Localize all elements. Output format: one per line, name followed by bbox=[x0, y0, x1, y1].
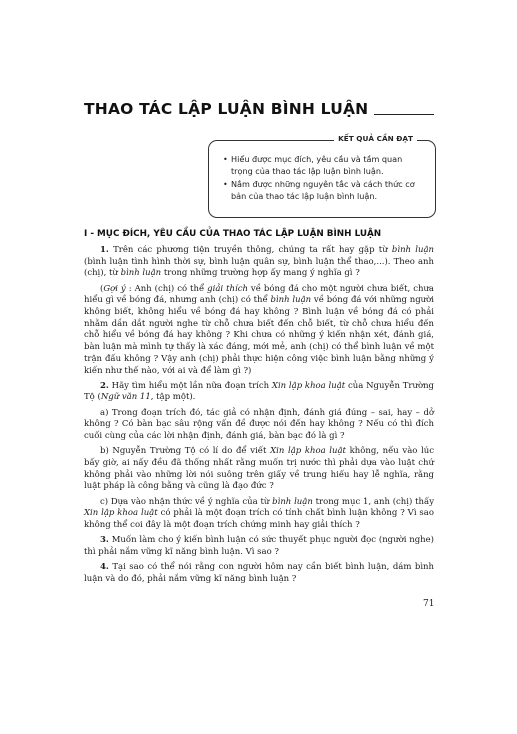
text-run: b) Nguyễn Trường Tộ có lí do để viết bbox=[100, 446, 271, 457]
text-run: Hãy tìm hiểu một lần nữa đoạn trích bbox=[108, 380, 272, 391]
paragraph-4 bbox=[84, 562, 434, 585]
question-number: 1. bbox=[100, 245, 109, 255]
italic-term: Xin lập khoa luật bbox=[271, 380, 346, 391]
italic-term: Xin lập khoa luật bbox=[270, 446, 346, 457]
learning-goal-text: Hiểu được mục đích, yêu cầu và tầm quan trọng của thao tác lập luận bình luận. bbox=[231, 154, 403, 176]
section-heading: I - MỤC ĐÍCH, YÊU CẦU CỦA THAO TÁC LẬP LUẬN BÌNH LUẬN bbox=[84, 229, 382, 239]
text-run: trong mục 1, anh (chị) thấy bbox=[312, 496, 434, 507]
body-text bbox=[84, 245, 434, 589]
text-run: c) Dựa vào nhận thức về ý nghĩa của từ bbox=[100, 496, 273, 507]
italic-term: giải thích bbox=[207, 283, 248, 294]
italic-term: Xin lập khoa luật bbox=[84, 508, 158, 519]
text-run: Trên các phương tiện truyền thông, chúng ta rất hay gặp từ bbox=[108, 245, 392, 255]
paragraph-2a: a) Trong đoạn trích đó, tác giả có nhận định, đánh giá đúng – sai, hay – dở không ? Có bàn bạc sâu rộng vấn đề được nói đến hay không ? Nếu có thì đích cuối cùng của các lời nhận định, đánh giá, bàn bạc đó là gì ? bbox=[84, 407, 434, 442]
bullet-icon: • bbox=[223, 154, 228, 164]
paragraph-3 bbox=[84, 535, 434, 558]
learning-goal-item bbox=[223, 154, 423, 177]
paragraph-1 bbox=[84, 245, 434, 280]
text-run: Tại sao có thể nói rằng con người hôm nay cần biết bình luận, dám bình luận và do đó, phải nắm vững kĩ năng bình luận ? bbox=[84, 562, 434, 584]
italic-term: bình luận bbox=[270, 295, 312, 306]
text-run: Muốn làm cho ý kiến bình luận có sức thuyết phục người đọc (người nghe) thì phải nắm vững kĩ năng bình luận. Vì sao ? bbox=[84, 535, 434, 557]
question-number: 2. bbox=[100, 380, 109, 391]
paragraph-2b bbox=[84, 446, 434, 493]
paragraph-2c bbox=[84, 497, 434, 532]
italic-term: bình luận bbox=[391, 245, 435, 255]
question-number: 3. bbox=[100, 535, 109, 546]
title-row bbox=[84, 100, 434, 118]
learning-goals-label: KẾT QUẢ CẦN ĐẠT bbox=[334, 134, 417, 143]
page-number: 71 bbox=[423, 599, 435, 609]
text-run: , tập một). bbox=[150, 392, 196, 403]
italic-term: bình luận bbox=[272, 496, 313, 507]
italic-term: Ngữ văn 11 bbox=[100, 392, 151, 403]
italic-term: bình luận bbox=[120, 268, 162, 279]
text-run: của Nguyễn Trường Tộ ( bbox=[84, 380, 434, 403]
question-number: 4. bbox=[100, 562, 109, 573]
text-run: : Anh (chị) có thể bbox=[125, 283, 208, 294]
paragraph-2 bbox=[84, 381, 434, 404]
text-run: trong những trường hợp ấy mang ý nghĩa gì ? bbox=[161, 268, 360, 279]
page-title: THAO TÁC LẬP LUẬN BÌNH LUẬN bbox=[84, 100, 369, 118]
learning-goals-box bbox=[208, 134, 436, 218]
learning-goal-item bbox=[223, 179, 423, 202]
learning-goal-text: Nắm được những nguyên tắc và cách thức cơ bản của thao tác lập luận bình luận. bbox=[231, 179, 415, 201]
text-run: (bình luận tình hình thời sự, bình luận quân sự, bình luận thể thao,...). Theo anh (chị), từ bbox=[84, 256, 434, 279]
learning-goals-list bbox=[223, 154, 423, 204]
italic-term: Gợi ý bbox=[103, 283, 126, 294]
paragraph-hint bbox=[84, 284, 434, 378]
text-run: không, nếu vào lúc bấy giờ, ai nấy đều đã thống nhất rằng muốn trị nước thì phải dựa vào luật chứ không phải vào những lời nói suông trên giấy về trung hiếu hay lễ nghĩa, rằng luật pháp là công bằng và cũng là đạo đức ? bbox=[84, 446, 434, 492]
text-run: về bóng đá với những người không biết, không hiểu về bóng đá hay không ? Bình luận về bóng đá có phải nhằm dần dắt người nghe từ chỗ chưa biết đến chỗ biết, từ chỗ chưa hiểu đến chỗ hiểu về bóng đá hay không ? Khi chưa có những ý kiến nhận xét, đánh giá, bàn luận mà mình tự thấy là xác đáng, mới mẻ, anh (chị) có thể bình luận về một trận đấu không ? Vậy anh (chị) phải thực hiện công việc bình luận bằng những ý kiến như thế nào, với ai và để làm gì ?) bbox=[84, 295, 434, 376]
text-run: về bóng đá cho một người chưa biết, chưa hiểu gì về bóng đá, nhưng anh (chị) có thể bbox=[84, 283, 434, 306]
title-rule bbox=[374, 114, 434, 115]
text-run: có phải là một đoạn trích có tính chất bình luận không ? Vì sao không thể coi đây là một đoạn trích chứng minh hay giải thích ? bbox=[84, 508, 434, 530]
bullet-icon: • bbox=[223, 179, 228, 190]
text-run: ( bbox=[100, 283, 104, 294]
